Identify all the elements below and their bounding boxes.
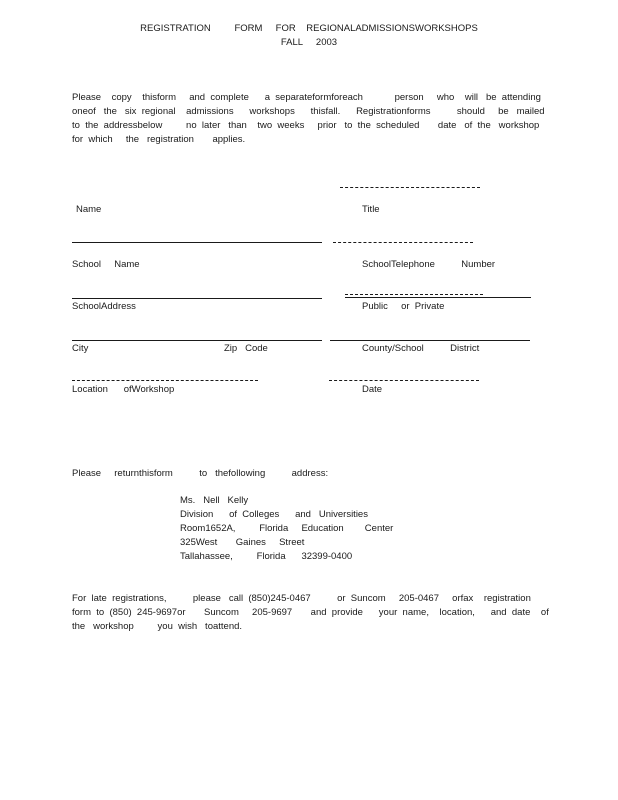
address-line-5: Tallahassee, Florida 32399-0400 xyxy=(180,551,353,562)
date-field-line[interactable] xyxy=(329,380,479,381)
zip-code-label: Zip Code xyxy=(224,343,268,354)
late-line-1: For late registrations, please call (850)245-0467 or Suncom 205-0467 orfax registration xyxy=(72,593,531,604)
location-label: Location ofWorkshop xyxy=(72,384,175,395)
intro-line-2: oneof the six regional admissions workshops thisfall. Registrationforms should be mailed xyxy=(72,106,545,117)
school-address-field-line[interactable] xyxy=(72,298,322,299)
location-field-line[interactable] xyxy=(72,380,258,381)
address-line-1: Ms. Nell Kelly xyxy=(180,495,249,506)
form-title: REGISTRATION FORM FOR REGIONALADMISSIONSWORKSHOPS xyxy=(140,23,478,34)
return-instruction: Please returnthisform to thefollowing address: xyxy=(72,468,329,479)
public-private-label: Public or Private xyxy=(362,301,445,312)
address-line-2: Division of Colleges and Universities xyxy=(180,509,368,520)
intro-line-4: for which the registration applies. xyxy=(72,134,246,145)
county-district-field-line[interactable] xyxy=(330,340,530,341)
school-address-label: SchoolAddress xyxy=(72,301,136,312)
name-label: Name xyxy=(76,204,102,215)
public-private-field-line[interactable] xyxy=(345,297,531,298)
late-line-2: form to (850) 245-9697or Suncom 205-9697 and provide your name, location, and date of xyxy=(72,607,549,618)
county-district-label: County/School District xyxy=(362,343,480,354)
title-label: Title xyxy=(362,204,380,215)
city-label: City xyxy=(72,343,89,354)
title-field-line[interactable] xyxy=(340,187,480,188)
late-line-3: the workshop you wish toattend. xyxy=(72,621,243,632)
school-name-field-line[interactable] xyxy=(72,242,322,243)
school-telephone-field-line[interactable] xyxy=(333,242,473,243)
form-term: FALL 2003 xyxy=(280,37,338,48)
address-line-3: Room1652A, Florida Education Center xyxy=(180,523,394,534)
city-zip-field-line[interactable] xyxy=(72,340,322,341)
intro-line-1: Please copy thisform and complete a separateformforeach person who will be attending xyxy=(72,92,541,103)
school-name-label: School Name xyxy=(72,259,140,270)
date-label: Date xyxy=(362,384,383,395)
intro-line-3: to the addressbelow no later than two weeks prior to the scheduled date of the workshop xyxy=(72,120,540,131)
public-private-field-dashes xyxy=(345,294,483,295)
school-telephone-label: SchoolTelephone Number xyxy=(362,259,496,270)
address-line-4: 325West Gaines Street xyxy=(180,537,305,548)
